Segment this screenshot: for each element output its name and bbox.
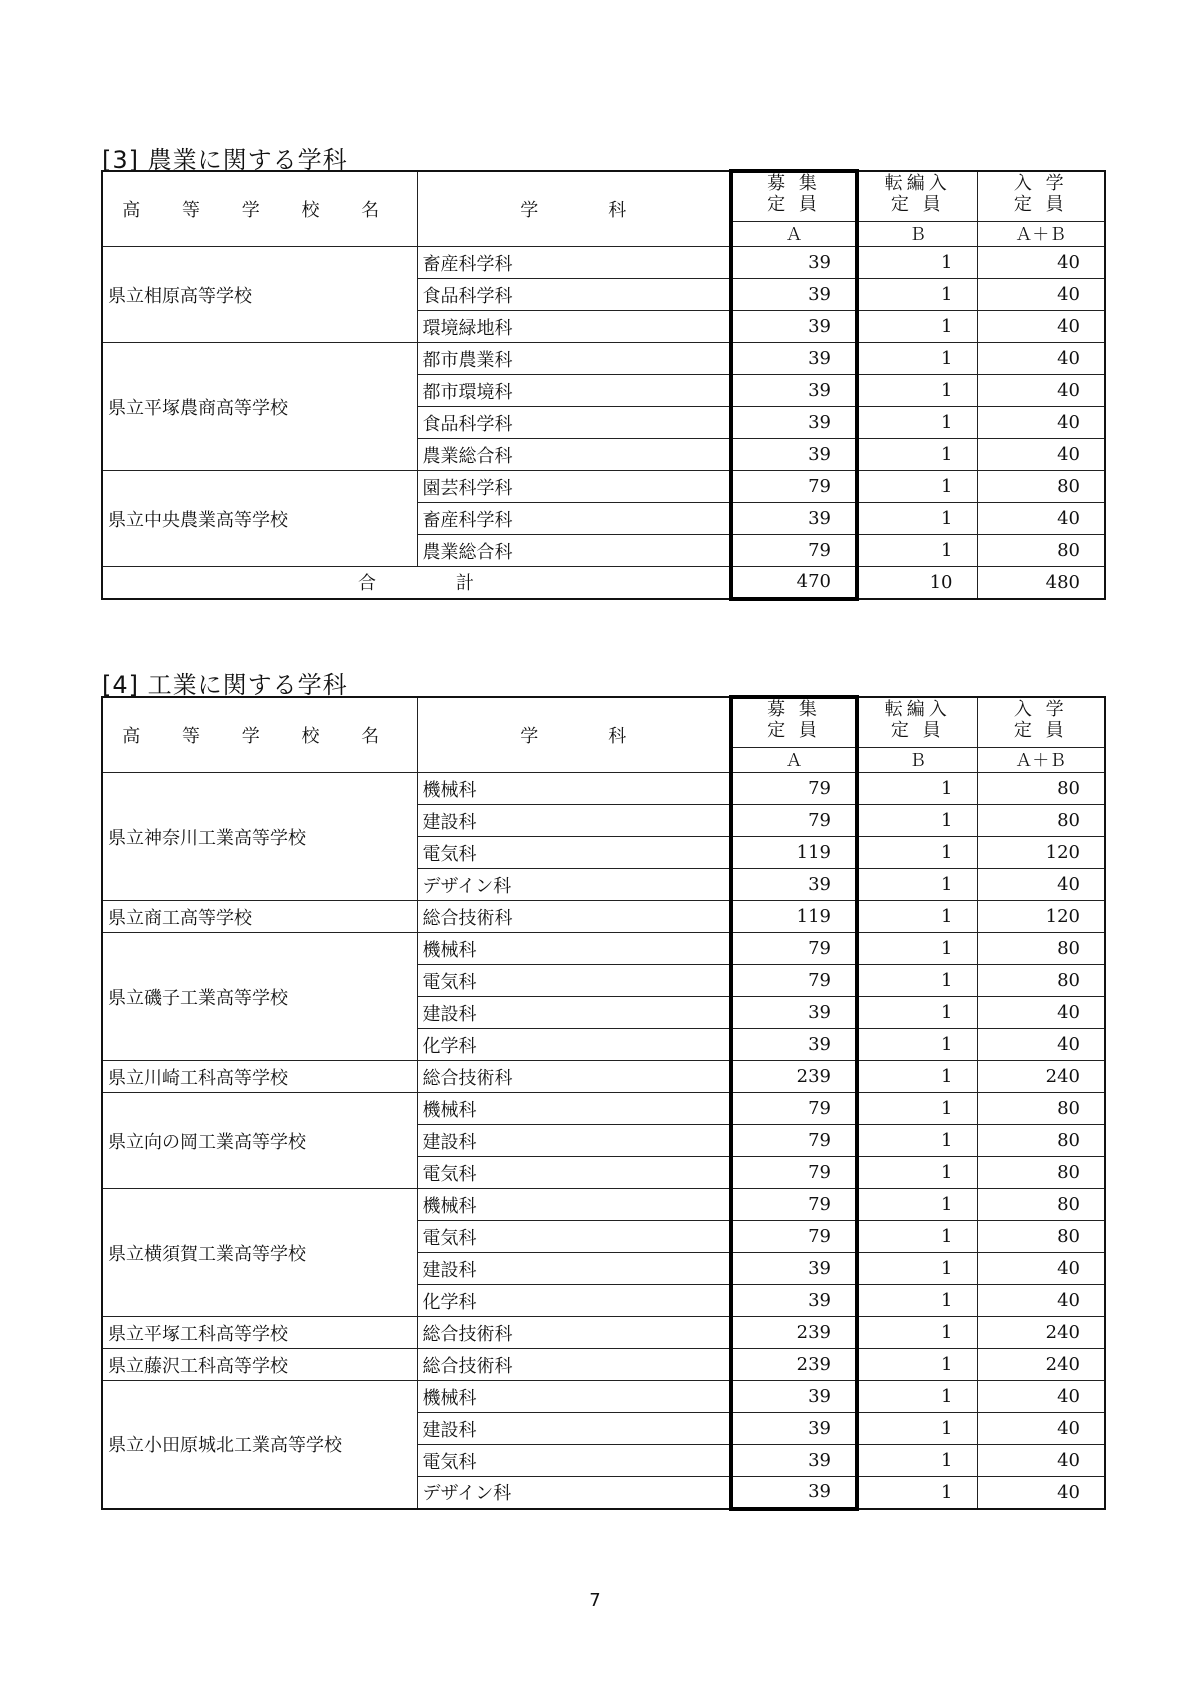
transfer-capacity: 1: [857, 1125, 977, 1157]
admission-capacity: 40: [977, 1029, 1105, 1061]
admission-capacity: 40: [977, 1445, 1105, 1477]
recruit-capacity: 39: [731, 1285, 857, 1317]
header-admission-capacity: [977, 171, 1105, 247]
total-label-right: 計: [456, 573, 474, 595]
header-recruit-capacity-line1: 募 集: [767, 699, 821, 720]
department-name: 畜産科学科: [417, 247, 731, 279]
transfer-capacity: 1: [857, 439, 977, 471]
recruit-capacity: 79: [731, 965, 857, 997]
school-name: 県立向の岡工業高等学校: [102, 1093, 417, 1189]
school-name: 県立小田原城北工業高等学校: [102, 1381, 417, 1509]
table-row: [102, 1189, 1105, 1221]
header-admission-capacity-line1: 入 学: [1013, 698, 1068, 720]
recruit-capacity: 39: [731, 1029, 857, 1061]
transfer-capacity: 1: [857, 1381, 977, 1413]
header-dept: [417, 171, 731, 247]
recruit-capacity: 79: [731, 1125, 857, 1157]
department-name: 総合技術科: [417, 901, 731, 933]
department-name: 建設科: [417, 1253, 731, 1285]
transfer-capacity: 1: [857, 1317, 977, 1349]
department-name: 電気科: [417, 1445, 731, 1477]
recruit-capacity: 119: [731, 901, 857, 933]
total-recruit-capacity: 470: [731, 567, 857, 599]
admission-capacity: 80: [977, 471, 1105, 503]
department-name: 建設科: [417, 1413, 731, 1445]
header-row: [102, 697, 1105, 773]
admission-capacity: 40: [977, 247, 1105, 279]
recruit-capacity: 239: [731, 1317, 857, 1349]
table-row: [102, 1061, 1105, 1093]
transfer-capacity: 1: [857, 1221, 977, 1253]
table-row: [102, 901, 1105, 933]
recruit-capacity: 79: [731, 1093, 857, 1125]
admission-capacity: 120: [977, 901, 1105, 933]
header-recruit-capacity: [731, 697, 857, 773]
department-name: 機械科: [417, 933, 731, 965]
transfer-capacity: 1: [857, 1253, 977, 1285]
recruit-capacity: 39: [731, 311, 857, 343]
transfer-capacity: 1: [857, 965, 977, 997]
total-row: [102, 567, 1105, 599]
recruit-capacity: 39: [731, 375, 857, 407]
header-transfer-capacity-line1: 転編入: [884, 172, 951, 194]
admission-capacity: 40: [977, 1381, 1105, 1413]
admission-capacity: 240: [977, 1061, 1105, 1093]
header-row: [102, 171, 1105, 247]
recruit-capacity: 239: [731, 1061, 857, 1093]
recruit-capacity: 39: [731, 1253, 857, 1285]
transfer-capacity: 1: [857, 773, 977, 805]
department-name: 農業総合科: [417, 439, 731, 471]
transfer-capacity: 1: [857, 247, 977, 279]
admission-capacity: 240: [977, 1349, 1105, 1381]
recruit-capacity: 79: [731, 805, 857, 837]
header-admission-capacity-line1: 入 学: [1013, 172, 1068, 194]
admission-capacity: 80: [977, 1157, 1105, 1189]
department-name: 電気科: [417, 965, 731, 997]
admission-capacity: 40: [977, 343, 1105, 375]
department-name: 建設科: [417, 1125, 731, 1157]
department-name: デザイン科: [417, 1477, 731, 1509]
recruit-capacity: 79: [731, 773, 857, 805]
department-name: 総合技術科: [417, 1317, 731, 1349]
recruit-capacity: 39: [731, 1381, 857, 1413]
header-transfer-capacity: [857, 171, 977, 247]
page-number: 7: [589, 1590, 601, 1611]
transfer-capacity: 1: [857, 1349, 977, 1381]
transfer-capacity: 1: [857, 901, 977, 933]
transfer-capacity: 1: [857, 311, 977, 343]
department-name: 機械科: [417, 1189, 731, 1221]
admission-capacity: 40: [977, 1253, 1105, 1285]
department-name: 畜産科学科: [417, 503, 731, 535]
department-name: 環境緑地科: [417, 311, 731, 343]
header-recruit-capacity: [731, 171, 857, 247]
transfer-capacity: 1: [857, 407, 977, 439]
table-row: [102, 773, 1105, 805]
recruit-capacity: 39: [731, 439, 857, 471]
school-name: 県立横須賀工業高等学校: [102, 1189, 417, 1317]
department-name: 食品科学科: [417, 279, 731, 311]
header-transfer-capacity: [857, 697, 977, 773]
transfer-capacity: 1: [857, 471, 977, 503]
header-recruit-capacity-letter: Ａ: [733, 747, 855, 772]
header-transfer-capacity-line2: 定 員: [890, 719, 945, 741]
department-name: 都市農業科: [417, 343, 731, 375]
header-recruit-capacity-line1: 募 集: [767, 173, 821, 194]
header-dept-right: 科: [608, 726, 627, 747]
admission-capacity: 40: [977, 997, 1105, 1029]
recruit-capacity: 39: [731, 247, 857, 279]
school-name: 県立藤沢工科高等学校: [102, 1349, 417, 1381]
transfer-capacity: 1: [857, 837, 977, 869]
department-name: 総合技術科: [417, 1349, 731, 1381]
admission-capacity: 40: [977, 407, 1105, 439]
transfer-capacity: 1: [857, 1477, 977, 1509]
header-dept: [417, 697, 731, 773]
department-name: 電気科: [417, 837, 731, 869]
section3-title: [3] 農業に関する学科: [102, 146, 348, 174]
transfer-capacity: 1: [857, 1029, 977, 1061]
department-name: 総合技術科: [417, 1061, 731, 1093]
table-row: [102, 1381, 1105, 1413]
department-name: 農業総合科: [417, 535, 731, 567]
school-name: 県立磯子工業高等学校: [102, 933, 417, 1061]
admission-capacity: 80: [977, 1189, 1105, 1221]
admission-capacity: 80: [977, 1093, 1105, 1125]
header-admission-capacity-line2: 定 員: [1013, 719, 1068, 741]
admission-capacity: 40: [977, 1413, 1105, 1445]
transfer-capacity: 1: [857, 869, 977, 901]
total-transfer-capacity: 10: [857, 567, 977, 599]
admission-capacity: 40: [977, 311, 1105, 343]
total-label-left: 合: [358, 573, 376, 595]
admission-capacity: 40: [977, 439, 1105, 471]
header-transfer-capacity-line2: 定 員: [890, 193, 945, 215]
admission-capacity: 120: [977, 837, 1105, 869]
recruit-capacity: 119: [731, 837, 857, 869]
admission-capacity: 80: [977, 535, 1105, 567]
department-name: 電気科: [417, 1157, 731, 1189]
header-dept-right: 科: [608, 200, 627, 221]
total-label: [102, 567, 731, 599]
header-recruit-capacity-line2: 定 員: [767, 194, 821, 215]
header-admission-capacity-letter: Ａ＋Ｂ: [978, 221, 1105, 246]
school-name: 県立相原高等学校: [102, 247, 417, 343]
department-name: デザイン科: [417, 869, 731, 901]
admission-capacity: 40: [977, 1477, 1105, 1509]
department-name: 建設科: [417, 997, 731, 1029]
transfer-capacity: 1: [857, 805, 977, 837]
department-name: 化学科: [417, 1285, 731, 1317]
school-name: 県立神奈川工業高等学校: [102, 773, 417, 901]
school-name: 県立商工高等学校: [102, 901, 417, 933]
transfer-capacity: 1: [857, 1413, 977, 1445]
recruit-capacity: 79: [731, 535, 857, 567]
admission-capacity: 80: [977, 1221, 1105, 1253]
header-school: 高 等 学 校 名: [102, 171, 417, 247]
table-row: [102, 1349, 1105, 1381]
header-dept-left: 学: [520, 200, 539, 221]
department-name: 食品科学科: [417, 407, 731, 439]
recruit-capacity: 79: [731, 471, 857, 503]
recruit-capacity: 79: [731, 933, 857, 965]
recruit-capacity: 39: [731, 1477, 857, 1509]
transfer-capacity: 1: [857, 1157, 977, 1189]
school-name: 県立平塚農商高等学校: [102, 343, 417, 471]
recruit-capacity: 39: [731, 279, 857, 311]
section3-table: [101, 169, 1106, 601]
department-name: 建設科: [417, 805, 731, 837]
transfer-capacity: 1: [857, 933, 977, 965]
admission-capacity: 80: [977, 1125, 1105, 1157]
department-name: 機械科: [417, 1381, 731, 1413]
department-name: 機械科: [417, 1093, 731, 1125]
admission-capacity: 40: [977, 1285, 1105, 1317]
admission-capacity: 240: [977, 1317, 1105, 1349]
admission-capacity: 40: [977, 279, 1105, 311]
transfer-capacity: 1: [857, 503, 977, 535]
recruit-capacity: 79: [731, 1221, 857, 1253]
school-name: 県立川崎工科高等学校: [102, 1061, 417, 1093]
department-name: 化学科: [417, 1029, 731, 1061]
transfer-capacity: 1: [857, 997, 977, 1029]
admission-capacity: 80: [977, 965, 1105, 997]
table-row: [102, 933, 1105, 965]
header-recruit-capacity-line2: 定 員: [767, 720, 821, 741]
header-school: 高 等 学 校 名: [102, 697, 417, 773]
admission-capacity: 80: [977, 933, 1105, 965]
table-row: [102, 471, 1105, 503]
recruit-capacity: 39: [731, 503, 857, 535]
header-admission-capacity-letter: Ａ＋Ｂ: [978, 747, 1105, 772]
admission-capacity: 40: [977, 375, 1105, 407]
transfer-capacity: 1: [857, 1445, 977, 1477]
section4-table: [101, 695, 1106, 1511]
header-dept-left: 学: [520, 726, 539, 747]
recruit-capacity: 39: [731, 1445, 857, 1477]
header-admission-capacity: [977, 697, 1105, 773]
transfer-capacity: 1: [857, 375, 977, 407]
admission-capacity: 40: [977, 503, 1105, 535]
header-transfer-capacity-letter: Ｂ: [859, 221, 977, 246]
department-name: 都市環境科: [417, 375, 731, 407]
transfer-capacity: 1: [857, 279, 977, 311]
recruit-capacity: 39: [731, 869, 857, 901]
total-admission-capacity: 480: [977, 567, 1105, 599]
header-transfer-capacity-line1: 転編入: [884, 698, 951, 720]
department-name: 園芸科学科: [417, 471, 731, 503]
header-transfer-capacity-letter: Ｂ: [859, 747, 977, 772]
school-name: 県立平塚工科高等学校: [102, 1317, 417, 1349]
admission-capacity: 80: [977, 773, 1105, 805]
transfer-capacity: 1: [857, 343, 977, 375]
transfer-capacity: 1: [857, 1093, 977, 1125]
department-name: 機械科: [417, 773, 731, 805]
admission-capacity: 40: [977, 869, 1105, 901]
recruit-capacity: 39: [731, 997, 857, 1029]
recruit-capacity: 79: [731, 1189, 857, 1221]
recruit-capacity: 39: [731, 343, 857, 375]
transfer-capacity: 1: [857, 535, 977, 567]
table-row: [102, 343, 1105, 375]
section4-title: [4] 工業に関する学科: [102, 671, 348, 699]
table-row: [102, 1093, 1105, 1125]
recruit-capacity: 39: [731, 407, 857, 439]
header-admission-capacity-line2: 定 員: [1013, 193, 1068, 215]
admission-capacity: 80: [977, 805, 1105, 837]
transfer-capacity: 1: [857, 1061, 977, 1093]
table-row: [102, 247, 1105, 279]
table-row: [102, 1317, 1105, 1349]
header-recruit-capacity-letter: Ａ: [733, 221, 855, 246]
recruit-capacity: 239: [731, 1349, 857, 1381]
transfer-capacity: 1: [857, 1285, 977, 1317]
recruit-capacity: 39: [731, 1413, 857, 1445]
recruit-capacity: 79: [731, 1157, 857, 1189]
school-name: 県立中央農業高等学校: [102, 471, 417, 567]
department-name: 電気科: [417, 1221, 731, 1253]
transfer-capacity: 1: [857, 1189, 977, 1221]
